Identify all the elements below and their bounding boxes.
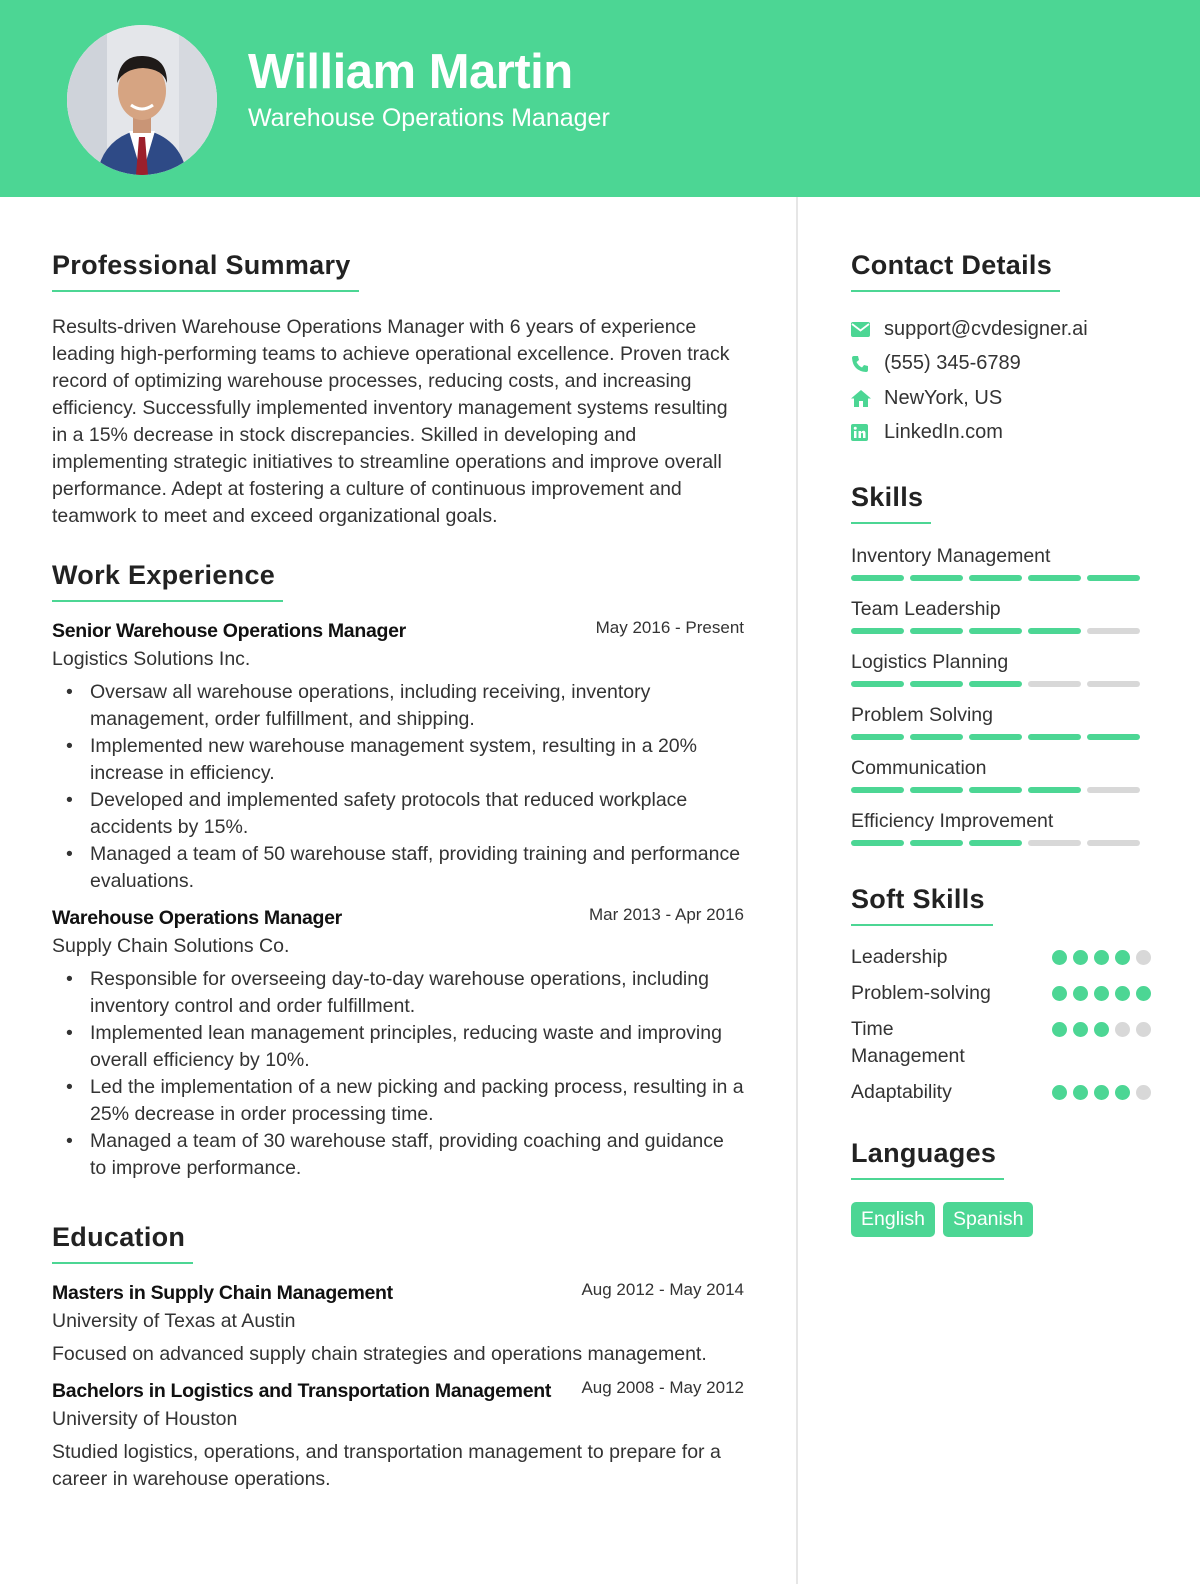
- skill-item: [851, 809, 1151, 846]
- skill-level-segment: [969, 734, 1022, 740]
- languages-list: [851, 1202, 1151, 1237]
- sidebar-column: [851, 250, 1151, 1267]
- section-heading: Languages: [851, 1138, 1004, 1180]
- rating-dot: [1073, 950, 1088, 965]
- rating-dot: [1094, 1022, 1109, 1037]
- skill-name: Efficiency Improvement: [851, 810, 1054, 832]
- education-entry: [52, 1380, 744, 1493]
- summary-section: [52, 250, 744, 530]
- list-item: • Responsible for overseeing day-to-day warehouse operations, including inventory control and order fulfillment.: [52, 966, 744, 1020]
- contact-linkedin-value: LinkedIn.com: [884, 421, 1003, 444]
- skill-level-segment: [851, 681, 904, 687]
- contact-location-value: NewYork, US: [884, 386, 1003, 409]
- section-heading: Skills: [851, 482, 931, 524]
- section-heading: Contact Details: [851, 250, 1060, 292]
- skill-name: Inventory Management: [851, 545, 1051, 567]
- job-company: Logistics Solutions Inc.: [52, 648, 251, 670]
- job-entry: [52, 907, 744, 1182]
- education-description: Studied logistics, operations, and transportation management to prepare for a career in warehouse operations.: [52, 1441, 721, 1490]
- skill-level-segment: [910, 681, 963, 687]
- soft-skill-rating: [1052, 950, 1151, 965]
- main-column: [52, 250, 744, 1523]
- skill-level-segment: [1087, 734, 1140, 740]
- skill-item: [851, 544, 1151, 581]
- soft-skills-section: [851, 884, 1151, 1106]
- soft-skills-list: [851, 944, 1151, 1106]
- skill-level-segment: [969, 628, 1022, 634]
- skill-level-bar: [851, 681, 1151, 687]
- phone-icon: [851, 355, 884, 373]
- skill-item: [851, 650, 1151, 687]
- list-item: • Implemented new warehouse management system, resulting in a 20% increase in efficiency.: [52, 733, 744, 787]
- education-entry: [52, 1282, 744, 1368]
- language-tag: English: [851, 1202, 935, 1237]
- rating-dot: [1052, 1085, 1067, 1100]
- job-company: Supply Chain Solutions Co.: [52, 935, 290, 957]
- contact-phone-value: (555) 345-6789: [884, 352, 1021, 375]
- degree-title: Bachelors in Logistics and Transportation Management: [52, 1380, 552, 1402]
- skill-name: Team Leadership: [851, 598, 1001, 620]
- contact-section: [851, 250, 1151, 450]
- skill-name: Logistics Planning: [851, 651, 1009, 673]
- rating-dot: [1073, 1085, 1088, 1100]
- skill-level-bar: [851, 787, 1151, 793]
- skill-item: [851, 756, 1151, 793]
- contact-location: [851, 381, 1151, 416]
- rating-dot: [1115, 1085, 1130, 1100]
- section-heading: Education: [52, 1222, 193, 1264]
- skill-level-segment: [851, 787, 904, 793]
- skill-level-segment: [969, 575, 1022, 581]
- skill-level-segment: [910, 628, 963, 634]
- soft-skill-item: [851, 980, 1151, 1007]
- skill-level-segment: [1028, 575, 1081, 581]
- envelope-icon: [851, 322, 884, 337]
- contact-phone[interactable]: [851, 347, 1151, 382]
- section-heading: Work Experience: [52, 560, 283, 602]
- job-entry: [52, 620, 744, 895]
- header-banner: [0, 0, 1200, 197]
- rating-dot: [1136, 986, 1151, 1001]
- soft-skill-name: Leadership: [851, 946, 948, 968]
- list-item: • Oversaw all warehouse operations, including receiving, inventory management, order fulfillment, and shipping.: [52, 679, 744, 733]
- list-item: • Managed a team of 30 warehouse staff, providing coaching and guidance to improve performance.: [52, 1128, 744, 1182]
- soft-skill-name: Adaptability: [851, 1081, 952, 1103]
- list-item: • Led the implementation of a new picking and packing process, resulting in a 25% decrease in order processing time.: [52, 1074, 744, 1128]
- skill-level-segment: [1087, 840, 1140, 846]
- contact-email-value: support@cvdesigner.ai: [884, 317, 1088, 340]
- job-bullets: [52, 679, 744, 895]
- soft-skill-item: [851, 1016, 1151, 1070]
- skill-item: [851, 703, 1151, 740]
- language-tag: Spanish: [943, 1202, 1033, 1237]
- rating-dot: [1136, 1085, 1151, 1100]
- soft-skill-rating: [1052, 986, 1151, 1001]
- education-dates: Aug 2008 - May 2012: [581, 1378, 744, 1397]
- skill-level-bar: [851, 840, 1151, 846]
- skill-level-segment: [1028, 787, 1081, 793]
- education-section: [52, 1222, 744, 1493]
- skills-list: [851, 544, 1151, 846]
- column-divider: [796, 197, 798, 1584]
- experience-section: [52, 560, 744, 1182]
- soft-skill-name: Time Management: [851, 1018, 965, 1067]
- skill-level-segment: [969, 787, 1022, 793]
- section-heading: Professional Summary: [52, 250, 359, 292]
- rating-dot: [1094, 1085, 1109, 1100]
- rating-dot: [1094, 986, 1109, 1001]
- job-role: Warehouse Operations Manager: [52, 907, 342, 929]
- skill-level-segment: [910, 787, 963, 793]
- degree-title: Masters in Supply Chain Management: [52, 1282, 393, 1304]
- rating-dot: [1052, 986, 1067, 1001]
- skill-level-segment: [1028, 734, 1081, 740]
- languages-section: [851, 1138, 1151, 1237]
- rating-dot: [1115, 1022, 1130, 1037]
- rating-dot: [1115, 950, 1130, 965]
- rating-dot: [1094, 950, 1109, 965]
- skill-level-segment: [1087, 575, 1140, 581]
- skill-level-segment: [851, 628, 904, 634]
- candidate-name: William Martin: [248, 45, 573, 99]
- school-name: University of Texas at Austin: [52, 1310, 296, 1332]
- skill-level-segment: [910, 734, 963, 740]
- skill-name: Problem Solving: [851, 704, 993, 726]
- skill-item: [851, 597, 1151, 634]
- soft-skill-name: Problem-solving: [851, 982, 991, 1004]
- list-item: • Managed a team of 50 warehouse staff, providing training and performance evaluations.: [52, 841, 744, 895]
- soft-skill-rating: [1052, 1022, 1151, 1037]
- linkedin-icon: [851, 424, 884, 441]
- job-role: Senior Warehouse Operations Manager: [52, 620, 406, 642]
- skill-level-segment: [1087, 681, 1140, 687]
- job-dates: Mar 2013 - Apr 2016: [589, 905, 744, 924]
- job-dates: May 2016 - Present: [595, 618, 744, 637]
- contact-email[interactable]: [851, 312, 1151, 347]
- skill-level-segment: [969, 681, 1022, 687]
- skill-level-segment: [851, 575, 904, 581]
- soft-skill-item: [851, 1079, 1151, 1106]
- soft-skill-rating: [1052, 1085, 1151, 1100]
- skill-level-segment: [1028, 681, 1081, 687]
- rating-dot: [1115, 986, 1130, 1001]
- rating-dot: [1136, 1022, 1151, 1037]
- rating-dot: [1073, 986, 1088, 1001]
- school-name: University of Houston: [52, 1408, 238, 1430]
- skill-level-segment: [1028, 628, 1081, 634]
- list-item: • Developed and implemented safety protocols that reduced workplace accidents by 15%.: [52, 787, 744, 841]
- list-item: • Implemented lean management principles, reducing waste and improving overall efficiency by 10%.: [52, 1020, 744, 1074]
- skill-level-segment: [1028, 840, 1081, 846]
- skills-section: [851, 482, 1151, 846]
- education-description: Focused on advanced supply chain strategies and operations management.: [52, 1343, 707, 1365]
- avatar: [67, 25, 217, 175]
- skill-level-segment: [851, 734, 904, 740]
- skill-name: Communication: [851, 757, 987, 779]
- job-bullets: [52, 966, 744, 1182]
- skill-level-segment: [969, 840, 1022, 846]
- rating-dot: [1073, 1022, 1088, 1037]
- contact-linkedin[interactable]: [851, 416, 1151, 451]
- rating-dot: [1136, 950, 1151, 965]
- skill-level-segment: [1087, 628, 1140, 634]
- soft-skill-item: [851, 944, 1151, 971]
- section-heading: Soft Skills: [851, 884, 993, 926]
- skill-level-bar: [851, 575, 1151, 581]
- skill-level-segment: [910, 575, 963, 581]
- skill-level-segment: [1087, 787, 1140, 793]
- skill-level-segment: [851, 840, 904, 846]
- summary-text: Results-driven Warehouse Operations Manager with 6 years of experience leading high-performing teams to achieve operational excellence. Proven track record of optimizing warehouse processes, reducing costs, and increasing efficiency. Successfully implemented inventory management systems resulting in a 15% decrease in stock discrepancies. Skilled in developing and implementing strategic initiatives to streamline operations and improve overall performance. Adept at fostering a culture of continuous improvement and teamwork to meet and exceed organizational goals.: [52, 316, 730, 527]
- candidate-title: Warehouse Operations Manager: [248, 104, 610, 132]
- home-icon: [851, 390, 884, 407]
- skill-level-bar: [851, 734, 1151, 740]
- rating-dot: [1052, 1022, 1067, 1037]
- education-dates: Aug 2012 - May 2014: [581, 1280, 744, 1299]
- skill-level-segment: [910, 840, 963, 846]
- rating-dot: [1052, 950, 1067, 965]
- skill-level-bar: [851, 628, 1151, 634]
